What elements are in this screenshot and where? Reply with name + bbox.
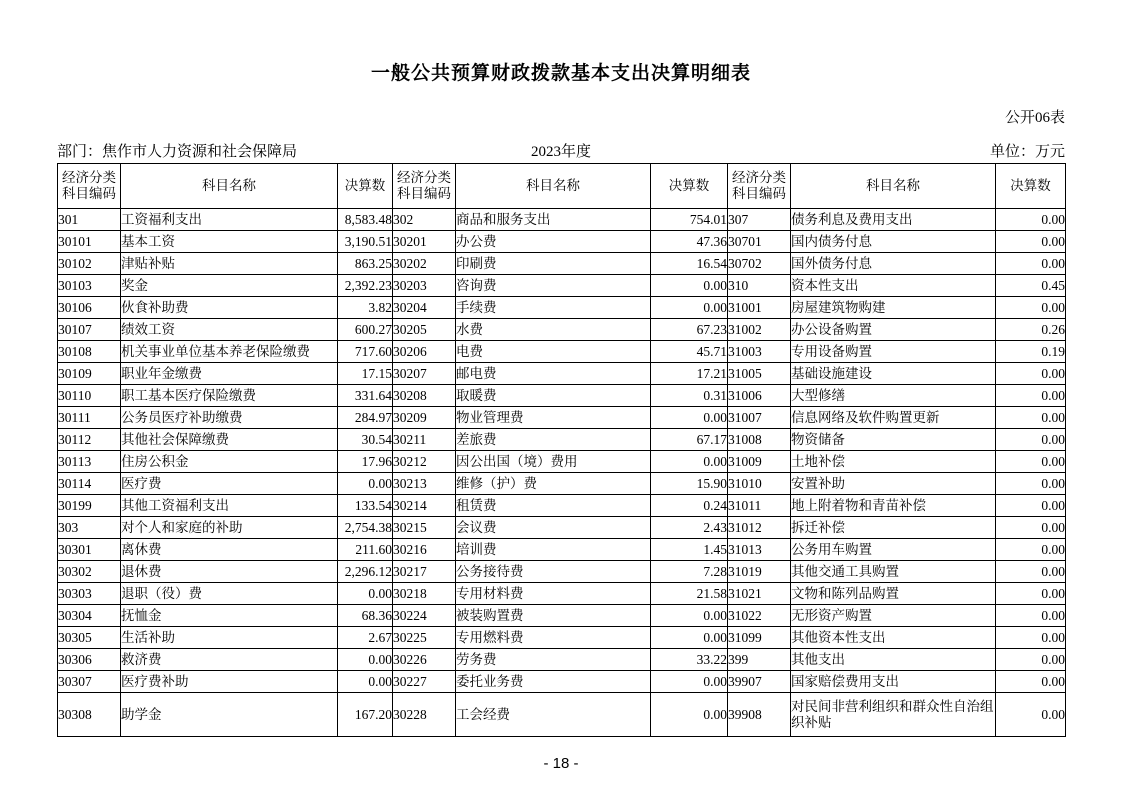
cell-name: 医疗费补助 <box>121 671 338 693</box>
cell-code: 30225 <box>393 627 456 649</box>
cell-code: 30215 <box>393 517 456 539</box>
cell-name: 会议费 <box>456 517 651 539</box>
cell-name: 租赁费 <box>456 495 651 517</box>
cell-code: 30701 <box>728 231 791 253</box>
cell-code: 399 <box>728 649 791 671</box>
cell-name: 对个人和家庭的补助 <box>121 517 338 539</box>
cell-code: 31013 <box>728 539 791 561</box>
cell-name: 抚恤金 <box>121 605 338 627</box>
cell-code: 31008 <box>728 429 791 451</box>
cell-code: 302 <box>393 209 456 231</box>
cell-code: 30308 <box>58 693 121 737</box>
cell-name: 无形资产购置 <box>791 605 996 627</box>
cell-name: 津贴补贴 <box>121 253 338 275</box>
budget-table-body <box>58 209 1066 737</box>
cell-value: 0.00 <box>996 583 1066 605</box>
cell-code: 30199 <box>58 495 121 517</box>
cell-value: 717.60 <box>338 341 393 363</box>
cell-name: 被装购置费 <box>456 605 651 627</box>
cell-name: 伙食补助费 <box>121 297 338 319</box>
cell-code: 30204 <box>393 297 456 319</box>
cell-name: 公务接待费 <box>456 561 651 583</box>
table-row <box>58 517 1066 539</box>
cell-code: 30307 <box>58 671 121 693</box>
cell-name: 机关事业单位基本养老保险缴费 <box>121 341 338 363</box>
cell-name: 专用设备购置 <box>791 341 996 363</box>
cell-value: 0.00 <box>996 473 1066 495</box>
cell-value: 0.00 <box>996 517 1066 539</box>
cell-name: 商品和服务支出 <box>456 209 651 231</box>
cell-value: 0.00 <box>996 231 1066 253</box>
cell-name: 差旅费 <box>456 429 651 451</box>
cell-value: 0.24 <box>651 495 728 517</box>
cell-code: 30106 <box>58 297 121 319</box>
cell-code: 30227 <box>393 671 456 693</box>
cell-code: 30101 <box>58 231 121 253</box>
cell-code: 30206 <box>393 341 456 363</box>
cell-name: 基本工资 <box>121 231 338 253</box>
cell-value: 2,296.12 <box>338 561 393 583</box>
cell-code: 30301 <box>58 539 121 561</box>
cell-value: 0.00 <box>651 297 728 319</box>
table-row <box>58 693 1066 737</box>
cell-name: 其他社会保障缴费 <box>121 429 338 451</box>
cell-name: 对民间非营利组织和群众性自治组织补贴 <box>791 693 996 737</box>
department-label: 部门：焦作市人力资源和社会保障局 <box>57 144 298 160</box>
cell-name: 其他交通工具购置 <box>791 561 996 583</box>
cell-code: 30305 <box>58 627 121 649</box>
cell-name: 职工基本医疗保险缴费 <box>121 385 338 407</box>
meta-row <box>57 139 1065 161</box>
cell-code: 30205 <box>393 319 456 341</box>
page-number: - 18 - <box>543 755 579 772</box>
cell-value: 0.00 <box>651 275 728 297</box>
cell-code: 31022 <box>728 605 791 627</box>
table-row <box>58 341 1066 363</box>
table-row <box>58 671 1066 693</box>
cell-code: 30209 <box>393 407 456 429</box>
cell-value: 331.64 <box>338 385 393 407</box>
cell-name: 其他支出 <box>791 649 996 671</box>
cell-name: 助学金 <box>121 693 338 737</box>
cell-code: 30112 <box>58 429 121 451</box>
header-code: 经济分类 科目编码 <box>728 164 791 209</box>
cell-value: 0.45 <box>996 275 1066 297</box>
header-code: 经济分类 科目编码 <box>58 164 121 209</box>
cell-value: 0.00 <box>996 671 1066 693</box>
table-row <box>58 495 1066 517</box>
cell-code: 31011 <box>728 495 791 517</box>
cell-value: 47.36 <box>651 231 728 253</box>
cell-code: 307 <box>728 209 791 231</box>
table-row <box>58 583 1066 605</box>
table-row <box>58 319 1066 341</box>
cell-code: 30228 <box>393 693 456 737</box>
cell-name: 大型修缮 <box>791 385 996 407</box>
cell-value: 0.31 <box>651 385 728 407</box>
cell-name: 水费 <box>456 319 651 341</box>
cell-name: 地上附着物和青苗补偿 <box>791 495 996 517</box>
cell-code: 39908 <box>728 693 791 737</box>
cell-value: 754.01 <box>651 209 728 231</box>
table-row <box>58 297 1066 319</box>
cell-value: 600.27 <box>338 319 393 341</box>
cell-value: 17.15 <box>338 363 393 385</box>
cell-name: 国外债务付息 <box>791 253 996 275</box>
cell-code: 30226 <box>393 649 456 671</box>
cell-value: 0.00 <box>338 671 393 693</box>
table-row <box>58 627 1066 649</box>
cell-code: 30216 <box>393 539 456 561</box>
cell-name: 住房公积金 <box>121 451 338 473</box>
cell-name: 职业年金缴费 <box>121 363 338 385</box>
cell-code: 30218 <box>393 583 456 605</box>
cell-value: 284.97 <box>338 407 393 429</box>
header-value: 决算数 <box>338 164 393 209</box>
header-name: 科目名称 <box>791 164 996 209</box>
cell-value: 0.00 <box>996 605 1066 627</box>
cell-name: 奖金 <box>121 275 338 297</box>
cell-value: 0.00 <box>651 627 728 649</box>
cell-value: 8,583.48 <box>338 209 393 231</box>
cell-code: 30302 <box>58 561 121 583</box>
cell-name: 印刷费 <box>456 253 651 275</box>
cell-value: 167.20 <box>338 693 393 737</box>
cell-code: 30213 <box>393 473 456 495</box>
table-row <box>58 385 1066 407</box>
cell-value: 0.00 <box>338 649 393 671</box>
cell-code: 30108 <box>58 341 121 363</box>
cell-name: 电费 <box>456 341 651 363</box>
cell-name: 其他资本性支出 <box>791 627 996 649</box>
cell-value: 21.58 <box>651 583 728 605</box>
unit-label: 单位：万元 <box>989 144 1065 160</box>
table-row <box>58 561 1066 583</box>
cell-name: 邮电费 <box>456 363 651 385</box>
cell-code: 310 <box>728 275 791 297</box>
cell-code: 30110 <box>58 385 121 407</box>
cell-code: 30207 <box>393 363 456 385</box>
cell-name: 维修（护）费 <box>456 473 651 495</box>
cell-code: 30102 <box>58 253 121 275</box>
cell-value: 0.26 <box>996 319 1066 341</box>
cell-name: 手续费 <box>456 297 651 319</box>
cell-code: 30203 <box>393 275 456 297</box>
cell-name: 安置补助 <box>791 473 996 495</box>
cell-code: 30114 <box>58 473 121 495</box>
cell-code: 31003 <box>728 341 791 363</box>
cell-code: 31021 <box>728 583 791 605</box>
cell-value: 0.00 <box>996 363 1066 385</box>
cell-code: 30109 <box>58 363 121 385</box>
cell-value: 67.23 <box>651 319 728 341</box>
cell-code: 30107 <box>58 319 121 341</box>
cell-code: 31012 <box>728 517 791 539</box>
cell-name: 工资福利支出 <box>121 209 338 231</box>
cell-value: 0.00 <box>996 495 1066 517</box>
cell-value: 30.54 <box>338 429 393 451</box>
table-row <box>58 253 1066 275</box>
cell-name: 离休费 <box>121 539 338 561</box>
cell-name: 其他工资福利支出 <box>121 495 338 517</box>
cell-value: 2,392.23 <box>338 275 393 297</box>
cell-name: 专用燃料费 <box>456 627 651 649</box>
cell-name: 工会经费 <box>456 693 651 737</box>
cell-value: 2.67 <box>338 627 393 649</box>
cell-code: 31001 <box>728 297 791 319</box>
cell-code: 31019 <box>728 561 791 583</box>
cell-value: 0.00 <box>996 407 1066 429</box>
cell-code: 30211 <box>393 429 456 451</box>
cell-name: 劳务费 <box>456 649 651 671</box>
cell-value: 0.00 <box>996 385 1066 407</box>
cell-value: 0.00 <box>996 649 1066 671</box>
cell-code: 30214 <box>393 495 456 517</box>
cell-code: 30208 <box>393 385 456 407</box>
cell-code: 31099 <box>728 627 791 649</box>
cell-name: 基础设施建设 <box>791 363 996 385</box>
cell-code: 31007 <box>728 407 791 429</box>
table-number-label: 公开06表 <box>1004 110 1065 126</box>
table-row <box>58 275 1066 297</box>
cell-value: 1.45 <box>651 539 728 561</box>
table-row <box>58 451 1066 473</box>
cell-value: 0.00 <box>651 671 728 693</box>
cell-code: 303 <box>58 517 121 539</box>
cell-value: 0.00 <box>996 297 1066 319</box>
cell-value: 2.43 <box>651 517 728 539</box>
cell-name: 物资储备 <box>791 429 996 451</box>
cell-code: 31010 <box>728 473 791 495</box>
cell-code: 301 <box>58 209 121 231</box>
cell-value: 68.36 <box>338 605 393 627</box>
table-row <box>58 363 1066 385</box>
cell-value: 16.54 <box>651 253 728 275</box>
header-name: 科目名称 <box>121 164 338 209</box>
cell-name: 委托业务费 <box>456 671 651 693</box>
cell-name: 因公出国（境）费用 <box>456 451 651 473</box>
cell-value: 863.25 <box>338 253 393 275</box>
header-value: 决算数 <box>996 164 1066 209</box>
cell-name: 公务用车购置 <box>791 539 996 561</box>
cell-value: 0.00 <box>651 605 728 627</box>
cell-name: 办公费 <box>456 231 651 253</box>
cell-value: 2,754.38 <box>338 517 393 539</box>
cell-name: 资本性支出 <box>791 275 996 297</box>
cell-value: 211.60 <box>338 539 393 561</box>
cell-code: 30702 <box>728 253 791 275</box>
cell-value: 0.00 <box>996 429 1066 451</box>
cell-value: 0.00 <box>996 253 1066 275</box>
cell-value: 3.82 <box>338 297 393 319</box>
cell-code: 30201 <box>393 231 456 253</box>
header-name: 科目名称 <box>456 164 651 209</box>
cell-value: 17.96 <box>338 451 393 473</box>
cell-code: 30111 <box>58 407 121 429</box>
fiscal-year-label: 2023年度 <box>530 144 591 160</box>
cell-value: 0.00 <box>651 407 728 429</box>
table-row <box>58 209 1066 231</box>
cell-value: 0.00 <box>996 451 1066 473</box>
cell-name: 救济费 <box>121 649 338 671</box>
cell-value: 0.00 <box>996 627 1066 649</box>
cell-code: 30202 <box>393 253 456 275</box>
cell-value: 0.00 <box>996 209 1066 231</box>
cell-value: 0.00 <box>338 583 393 605</box>
cell-code: 39907 <box>728 671 791 693</box>
cell-name: 咨询费 <box>456 275 651 297</box>
table-row <box>58 605 1066 627</box>
cell-value: 17.21 <box>651 363 728 385</box>
cell-value: 133.54 <box>338 495 393 517</box>
table-row <box>58 649 1066 671</box>
page-title: 一般公共预算财政拨款基本支出决算明细表 <box>370 63 751 84</box>
cell-code: 31006 <box>728 385 791 407</box>
cell-name: 生活补助 <box>121 627 338 649</box>
cell-code: 30113 <box>58 451 121 473</box>
cell-value: 67.17 <box>651 429 728 451</box>
cell-name: 退职（役）费 <box>121 583 338 605</box>
cell-value: 15.90 <box>651 473 728 495</box>
budget-table-header-row <box>58 164 1066 209</box>
table-row <box>58 429 1066 451</box>
cell-code: 31002 <box>728 319 791 341</box>
cell-value: 0.00 <box>996 561 1066 583</box>
cell-value: 0.00 <box>338 473 393 495</box>
cell-value: 7.28 <box>651 561 728 583</box>
cell-name: 土地补偿 <box>791 451 996 473</box>
cell-value: 0.19 <box>996 341 1066 363</box>
cell-name: 退休费 <box>121 561 338 583</box>
budget-table <box>57 163 1066 737</box>
cell-name: 房屋建筑物购建 <box>791 297 996 319</box>
cell-code: 31009 <box>728 451 791 473</box>
cell-value: 0.00 <box>996 539 1066 561</box>
cell-name: 专用材料费 <box>456 583 651 605</box>
table-row <box>58 231 1066 253</box>
cell-code: 30306 <box>58 649 121 671</box>
cell-value: 0.00 <box>651 451 728 473</box>
cell-value: 0.00 <box>651 693 728 737</box>
cell-code: 30224 <box>393 605 456 627</box>
cell-name: 绩效工资 <box>121 319 338 341</box>
cell-code: 30217 <box>393 561 456 583</box>
cell-code: 30304 <box>58 605 121 627</box>
cell-name: 医疗费 <box>121 473 338 495</box>
table-row <box>58 473 1066 495</box>
header-value: 决算数 <box>651 164 728 209</box>
cell-name: 培训费 <box>456 539 651 561</box>
cell-name: 文物和陈列品购置 <box>791 583 996 605</box>
cell-code: 30303 <box>58 583 121 605</box>
cell-name: 国家赔偿费用支出 <box>791 671 996 693</box>
cell-name: 债务利息及费用支出 <box>791 209 996 231</box>
cell-value: 0.00 <box>996 693 1066 737</box>
cell-value: 45.71 <box>651 341 728 363</box>
cell-value: 3,190.51 <box>338 231 393 253</box>
cell-name: 办公设备购置 <box>791 319 996 341</box>
cell-name: 拆迁补偿 <box>791 517 996 539</box>
cell-name: 公务员医疗补助缴费 <box>121 407 338 429</box>
cell-name: 物业管理费 <box>456 407 651 429</box>
table-row <box>58 407 1066 429</box>
cell-name: 信息网络及软件购置更新 <box>791 407 996 429</box>
cell-name: 取暖费 <box>456 385 651 407</box>
header-code: 经济分类 科目编码 <box>393 164 456 209</box>
cell-code: 31005 <box>728 363 791 385</box>
cell-code: 30212 <box>393 451 456 473</box>
cell-value: 33.22 <box>651 649 728 671</box>
cell-name: 国内债务付息 <box>791 231 996 253</box>
table-row <box>58 539 1066 561</box>
cell-code: 30103 <box>58 275 121 297</box>
